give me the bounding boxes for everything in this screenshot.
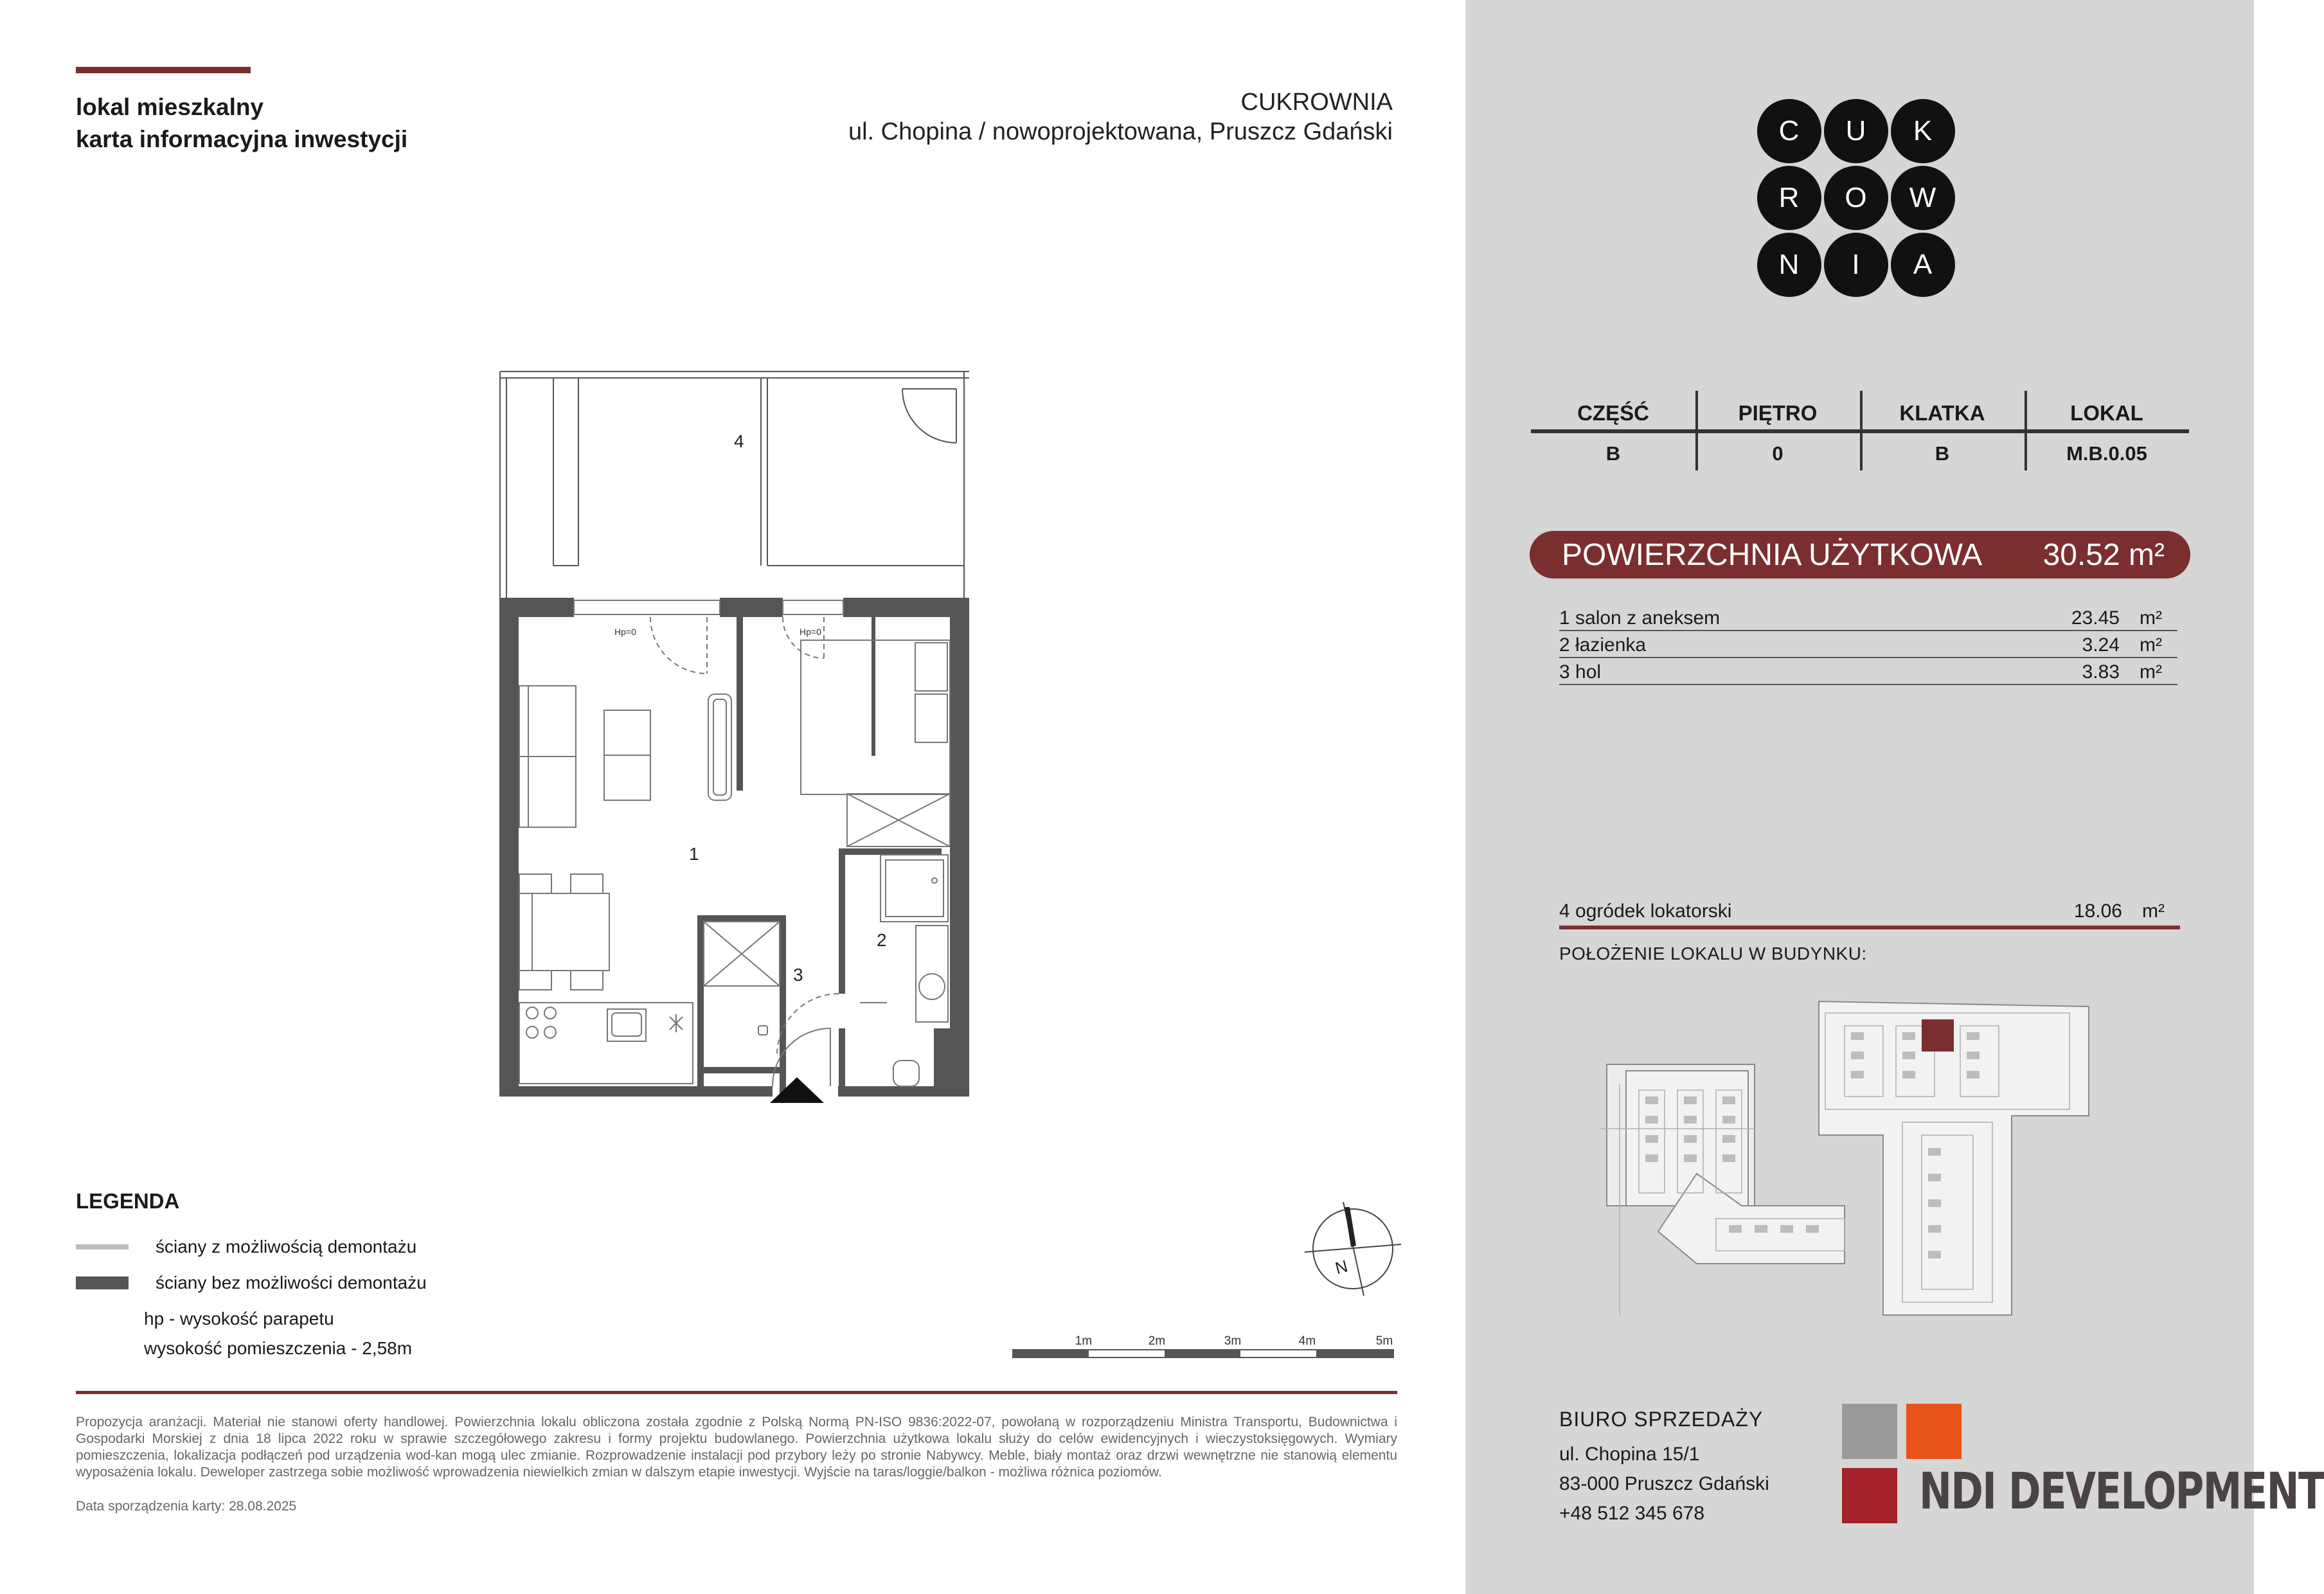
logo-square-orange	[1906, 1404, 1962, 1459]
developer-logo	[1842, 1404, 2324, 1523]
logo-square-red	[1842, 1468, 1897, 1523]
footer-divider	[76, 1391, 1397, 1394]
scale-tick-4m: 4m	[1298, 1334, 1316, 1348]
list-item	[1559, 631, 2177, 658]
disclaimer: Propozycja aranżacji. Materiał nie stanowi oferty handlowej. Powierzchnia lokalu obliczona została zgodnie z Polską Normą PN-ISO 9836:2022-07, powołaną w rozporządzeniu Ministra Transportu, Budownictwa i Gospodarki Morskiej z dnia 18 lipca 2022 roku w sprawie szczegółowego zakresu i formy projektu budowlanego. Powierzchnia użytkowa lokalu służy do celów ewidencyjnych i wieczystoksięgowych. Wymiary pomieszczenia, lokalizacja podłączeń pod urządzenia wod-kan mogą ulec zmianie. Rozprowadzenie instalacji pod przybory leży po stronie Nabywcy. Meble, biały montaż oraz drzwi wewnętrzne nie stanowią elementu wyposażenia lokalu. Deweloper zastrzega sobie możliwość wprowadzenia niewielkich zmian w dalszym etapie inwestycji. Wyjście na taras/loggie/balkon - możliwa różnica poziomów.	[76, 1415, 1397, 1480]
sales-office-title: BIURO SPRZEDAŻY	[1559, 1408, 1764, 1431]
sales-street: ul. Chopina 15/1	[1559, 1444, 1700, 1465]
usable-area-value: 30.52 m²	[2042, 537, 2165, 572]
logo-circle: K	[1891, 99, 1955, 163]
garden-area	[1559, 897, 2180, 929]
room-unit: m²	[2140, 607, 2162, 629]
info-column-part	[1531, 391, 1695, 470]
room-name: 3 hol	[1559, 661, 1602, 683]
parapet-label-2: Hp=0	[800, 627, 821, 637]
logo-circle: A	[1891, 233, 1955, 297]
legend-note-parapet: hp - wysokość parapetu	[144, 1309, 334, 1329]
sales-phone: +48 512 345 678	[1559, 1503, 1705, 1524]
sales-city: 83-000 Pruszcz Gdański	[1559, 1473, 1769, 1494]
scale-bar	[1012, 1329, 1397, 1361]
legend-title: LEGENDA	[76, 1189, 180, 1213]
logo-circle: U	[1824, 99, 1888, 163]
info-header: CZĘŚĆ	[1577, 401, 1649, 425]
room-label-4: 4	[734, 431, 744, 451]
room-unit: m²	[2140, 661, 2162, 683]
project-name: CUKROWNIA	[1240, 89, 1393, 116]
compass	[1305, 1201, 1401, 1297]
info-value: B	[1935, 442, 1950, 465]
usable-area-badge	[1530, 531, 2190, 578]
logo-circle: R	[1757, 166, 1821, 230]
logo-square-grey	[1842, 1404, 1897, 1459]
legend-label: ściany z możliwością demontażu	[156, 1237, 417, 1257]
location-title: POŁOŻENIE LOKALU W BUDYNKU:	[1559, 944, 1867, 963]
garden-unit: m²	[2142, 900, 2165, 922]
title-line-1: lokal mieszkalny	[76, 94, 264, 120]
garden-value: 18.06	[2073, 900, 2122, 922]
scale-tick-3m: 3m	[1224, 1334, 1242, 1348]
legend-label: ściany bez możliwości demontażu	[156, 1273, 427, 1293]
unit-highlight	[1922, 1019, 1954, 1052]
logo-circle: W	[1891, 166, 1955, 230]
compass-north-label: N	[1333, 1256, 1350, 1278]
usable-area-label: POWIERZCHNIA UŻYTKOWA	[1562, 537, 1983, 572]
cukrownia-logo	[1757, 99, 1963, 300]
room-name: 2 łazienka	[1559, 634, 1647, 656]
list-item	[1559, 897, 2180, 929]
legend-item-fixed	[76, 1273, 427, 1293]
unit-info-table	[1531, 391, 2189, 470]
windows	[574, 600, 843, 614]
room-label-2: 2	[877, 930, 887, 950]
inner-walls	[697, 617, 950, 1097]
card-date: Data sporządzenia karty: 28.08.2025	[76, 1499, 297, 1514]
furniture	[519, 640, 950, 1086]
legend-swatch-light	[76, 1244, 129, 1249]
list-item	[1559, 604, 2177, 631]
room-area: 3.83	[2082, 661, 2120, 683]
room-area: 23.45	[2071, 607, 2120, 629]
logo-circle: I	[1824, 233, 1888, 297]
logo-circle: O	[1824, 166, 1888, 230]
entrance-arrow	[770, 1077, 824, 1103]
room-unit: m²	[2140, 634, 2162, 656]
project-address: ul. Chopina / nowoprojektowana, Pruszcz Gdański	[848, 118, 1393, 145]
info-header: PIĘTRO	[1738, 401, 1818, 425]
scale-tick-5m: 5m	[1375, 1334, 1393, 1348]
logo-circle: N	[1757, 233, 1821, 297]
room-area: 3.24	[2082, 634, 2120, 656]
developer-name: NDI DEVELOPMENT	[1919, 1463, 2324, 1521]
scale-tick-2m: 2m	[1148, 1334, 1166, 1348]
site-plan	[1600, 994, 2108, 1315]
document-title	[76, 91, 407, 156]
info-value: M.B.0.05	[2066, 442, 2147, 465]
floor-plan	[488, 360, 1015, 1112]
room-label-3: 3	[793, 965, 803, 985]
garden-name: 4 ogródek lokatorski	[1559, 900, 1732, 922]
info-value: B	[1605, 442, 1621, 465]
title-line-2: karta informacyjna inwestycji	[76, 126, 408, 152]
project-info	[848, 87, 1393, 147]
parapet-label-1: Hp=0	[614, 627, 636, 637]
legend-note-height: wysokość pomieszczenia - 2,58m	[144, 1338, 413, 1358]
list-item	[1559, 658, 2177, 685]
room-label-1: 1	[689, 844, 699, 864]
legend-swatch-dark	[76, 1276, 129, 1289]
info-value: 0	[1772, 442, 1783, 465]
legend-item-removable	[76, 1237, 416, 1257]
scale-tick-1m: 1m	[1075, 1334, 1093, 1348]
info-header: LOKAL	[2070, 401, 2143, 425]
info-column-unit	[2025, 391, 2189, 470]
info-header: KLATKA	[1899, 401, 1985, 425]
info-column-floor	[1695, 391, 1860, 470]
info-column-staircase	[1860, 391, 2025, 470]
garden-outline	[500, 372, 969, 598]
accent-bar	[76, 67, 251, 73]
logo-circle: C	[1757, 99, 1821, 163]
room-list	[1559, 604, 2177, 685]
room-name: 1 salon z aneksem	[1559, 607, 1721, 629]
